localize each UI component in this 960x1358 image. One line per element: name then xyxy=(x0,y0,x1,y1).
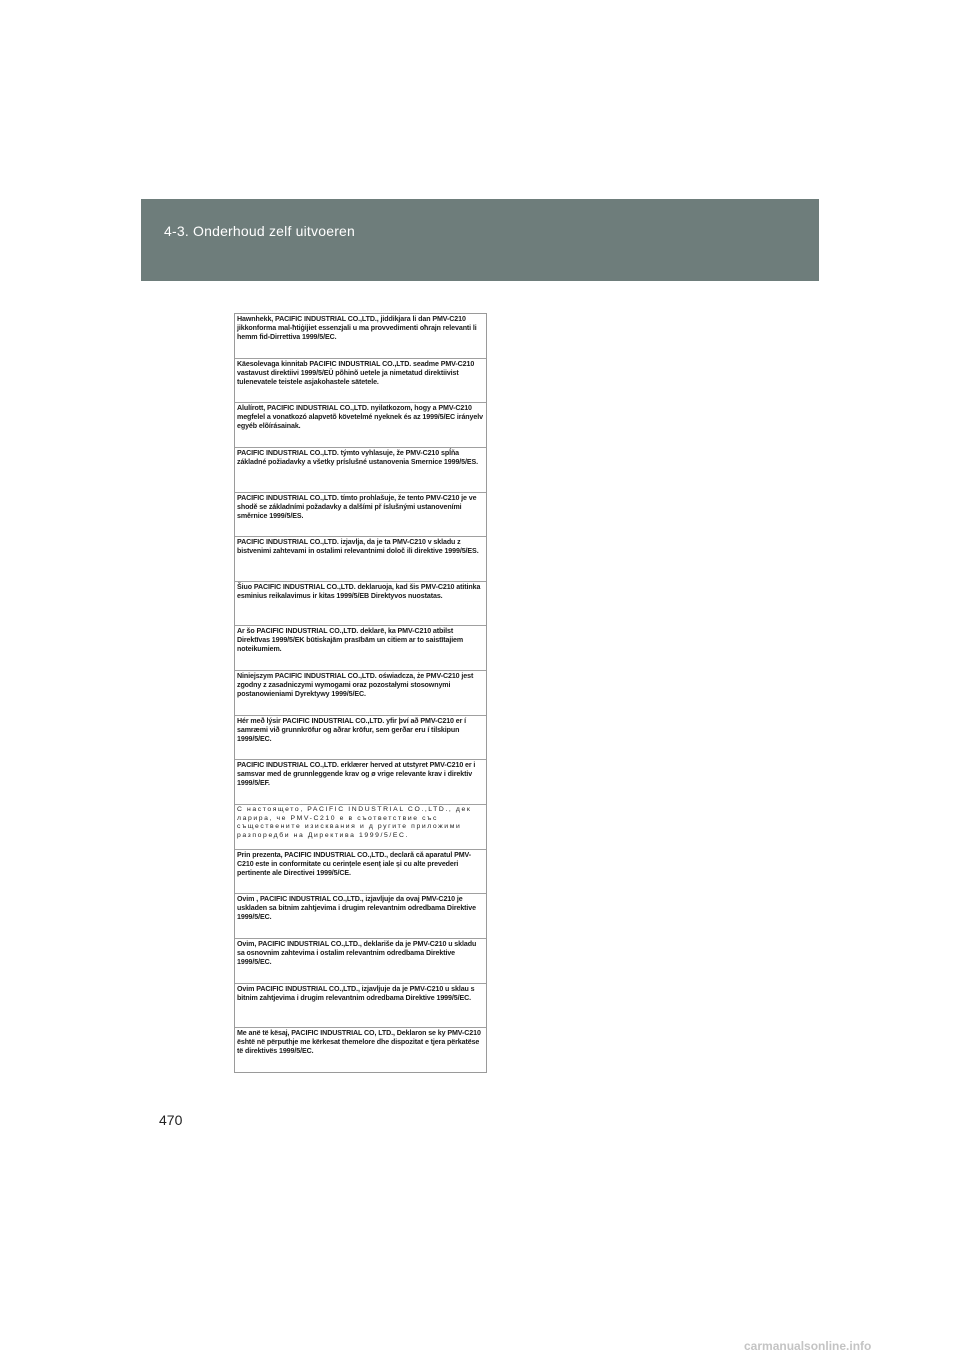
declaration-icelandic: Hér með lýsir PACIFIC INDUSTRIAL CO.,LTD. yfir því að PMV-C210 er í samræmi við grunnkröfur og aðrar kröfur, sem gerðar eru í tilskipun 1999/5/EC. xyxy=(235,716,486,761)
section-title: 4-3. Onderhoud zelf uitvoeren xyxy=(164,223,356,239)
site-watermark: carmanualsonline.info xyxy=(744,1339,872,1353)
declaration-polish: Niniejszym PACIFIC INDUSTRIAL CO.,LTD. oświadcza, że PMV-C210 jest zgodny z zasadniczymi wymogami oraz pozostałymi stosownymi postanowieniami Dyrektywy 1999/5/EC. xyxy=(235,671,486,716)
section-header-band xyxy=(141,199,819,281)
declaration-bulgarian: С настоящето, PACIFIC INDUSTRIAL CO.,LTD., дек ларира, че PMV-C210 е в съответствие със съществените изисквания и д ругите приложими разпоредби на Директива 1999/5/ЕС. xyxy=(235,805,486,850)
declaration-norwegian: PACIFIC INDUSTRIAL CO.,LTD. erklærer herved at utstyret PMV-C210 er i samsvar med de grunnleggende krav og ø vrige relevante krav i direktiv 1999/5/EF. xyxy=(235,760,486,805)
declaration-slovak: PACIFIC INDUSTRIAL CO.,LTD. týmto vyhlasuje, že PMV-C210 spĺňa základné požiadavky a všetky príslušné ustanovenia Smernice 1999/5/ES. xyxy=(235,448,486,493)
declaration-of-conformity-box xyxy=(234,313,487,1073)
declaration-bosnian: Ovim , PACIFIC INDUSTRIAL CO.,LTD., izjavljuje da ovaj PMV-C210 je uskladen sa bitnim zahtjevima i drugim relevantnim odredbama Direktive 1999/5/EC. xyxy=(235,894,486,939)
declaration-estonian: Käesolevaga kinnitab PACIFIC INDUSTRIAL CO.,LTD. seadme PMV-C210 vastavust direktiivi 1999/5/EÜ põhinõ uetele ja nimetatud direktiivist tulenevatele teistele asjakohastele sätetele. xyxy=(235,359,486,404)
declaration-latvian: Ar šo PACIFIC INDUSTRIAL CO.,LTD. deklarē, ka PMV-C210 atbilst Direktīvas 1999/5/EK būtiskajām prasībām un citiem ar to saistītajiem noteikumiem. xyxy=(235,626,486,671)
declaration-maltese: Hawnhekk, PACIFIC INDUSTRIAL CO.,LTD., jiddikjara li dan PMV-C210 jikkonforma mal-ħtiġijiet essenzjali u ma provvedimenti oħrajn relevanti li hemm fid-Dirrettiva 1999/5/EC. xyxy=(235,314,486,359)
page-number: 470 xyxy=(159,1112,183,1128)
declaration-albanian: Me anë të kësaj, PACIFIC INDUSTRIAL CO, LTD., Deklaron se ky PMV-C210 është në përputhje me kërkesat themelore dhe dispozitat e tjera përkatëse të direktivës 1999/5/EC. xyxy=(237,1029,481,1056)
declaration-lithuanian: Šiuo PACIFIC INDUSTRIAL CO.,LTD. deklaruoja, kad šis PMV-C210 atitinka esminius reikalavimus ir kitas 1999/5/EB Direktyvos nuostatas. xyxy=(235,582,486,627)
declaration-slovenian: PACIFIC INDUSTRIAL CO.,LTD. izjavlja, da je ta PMV-C210 v skladu z bistvenimi zahtevami in ostalimi relevantnimi določ ili direktive 1999/5/ES. xyxy=(235,537,486,582)
declaration-serbian: Ovim, PACIFIC INDUSTRIAL CO.,LTD., deklariše da je PMV-C210 u skladu sa osnovnim zahtevima i ostalim relevantnim odredbama Direktive 1999/5/EC. xyxy=(235,939,486,984)
declaration-croatian: Ovim PACIFIC INDUSTRIAL CO.,LTD., izjavljuje da je PMV-C210 u sklau s bitnim zahtjevima i drugim relevantnim odredbama Direktive 1999/5/EC. xyxy=(235,984,486,1029)
declaration-czech: PACIFIC INDUSTRIAL CO.,LTD. tímto prohlašuje, že tento PMV-C210 je ve shodě se základními požadavky a dalšími př íslušnými ustanoveními směrnice 1999/5/ES. xyxy=(235,493,486,538)
declaration-romanian: Prin prezenta, PACIFIC INDUSTRIAL CO.,LTD., declară că aparatul PMV-C210 este in conformitate cu cerințele esenț iale și cu alte prevederi pertinente ale Directivei 1999/5/CE. xyxy=(235,850,486,895)
declaration-hungarian: Alulírott, PACIFIC INDUSTRIAL CO.,LTD. nyilatkozom, hogy a PMV-C210 megfelel a vonatkozó alapvetõ követelmé nyeknek és az 1999/5/EC irányelv egyéb elõírásainak. xyxy=(235,403,486,448)
